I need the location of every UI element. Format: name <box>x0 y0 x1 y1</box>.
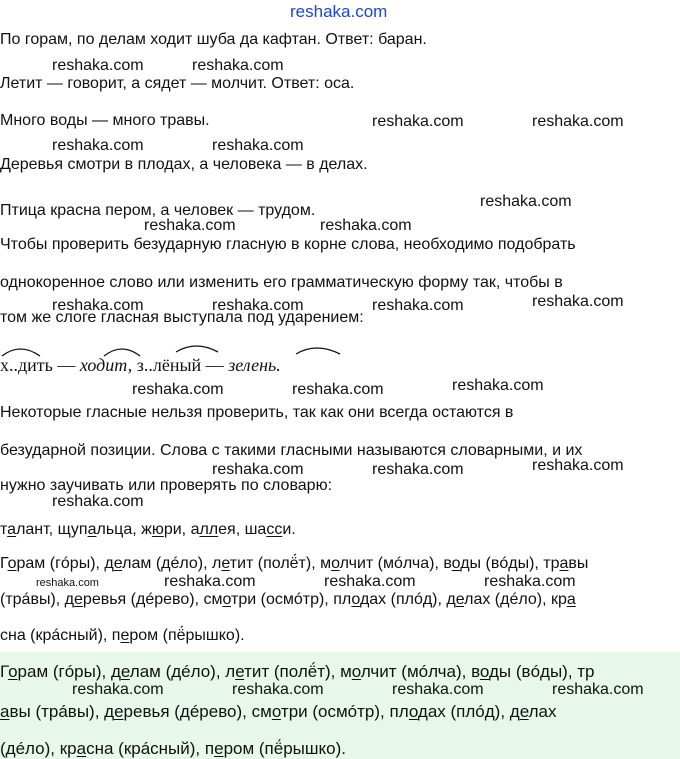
proverb-line: Много воды — много травы. <box>0 112 210 129</box>
root-arc <box>2 349 40 356</box>
text-fragment: сна (крáсный), <box>0 627 112 644</box>
rule-line: том же слоге гласная выступала под ударением: <box>0 309 364 326</box>
proverb-line: Деревья смотри в плодах, а человека — в делах. <box>0 156 368 173</box>
text-fragment: ром (пё́рышко). <box>129 627 245 644</box>
answer-line-highlight <box>0 739 346 759</box>
text-fragment: Г <box>0 662 9 681</box>
text-fragment: ж <box>141 521 152 538</box>
example-word-4b: ень. <box>251 355 281 375</box>
watermark: reshaka.com <box>532 113 624 130</box>
underlined-letter: а <box>87 521 97 538</box>
text-fragment: (трáвы), <box>0 591 65 608</box>
watermark: reshaka.com <box>144 217 236 234</box>
text-fragment: вы <box>568 555 589 572</box>
watermark: reshaka.com <box>72 681 164 698</box>
underlined-letter: е <box>114 702 124 721</box>
watermark: reshaka.com <box>164 573 256 590</box>
text-fragment: рам (гóры), <box>16 555 105 572</box>
example-word-1a: х <box>0 355 9 375</box>
underlined-letter: а <box>7 521 17 538</box>
rule-line: однокоренное слово или изменить его грамматическую форму так, чтобы в <box>0 274 563 291</box>
watermark: reshaka.com <box>52 57 144 74</box>
text-fragment: ревья (дéрево), <box>82 591 204 608</box>
watermark: reshaka.com <box>324 573 416 590</box>
watermark: reshaka.com <box>212 137 304 154</box>
underlined-letter: о <box>408 702 418 721</box>
text-fragment: лам (дéло), <box>129 662 226 681</box>
root-arc <box>296 348 340 354</box>
watermark: reshaka.com <box>392 681 484 698</box>
text-fragment: лах <box>528 702 557 721</box>
underlined-letter: о <box>451 555 461 572</box>
text-fragment: тит (полё́т), <box>229 555 321 572</box>
text-fragment: м <box>320 555 332 572</box>
watermark: reshaka.com <box>552 681 644 698</box>
underlined-letter: лл <box>199 521 219 538</box>
watermark: reshaka.com <box>372 113 464 130</box>
underlined-letter: а <box>0 702 10 721</box>
watermark: reshaka.com <box>480 193 572 210</box>
text-fragment: рам (гóры), <box>17 662 111 681</box>
example-dash: — <box>57 355 76 375</box>
answer-line-highlight <box>0 702 556 722</box>
text-fragment: тр <box>543 555 560 572</box>
watermark: reshaka.com <box>320 217 412 234</box>
watermark: reshaka.com <box>532 457 624 474</box>
text-fragment: лант, <box>16 521 58 538</box>
example-word-4a: зел <box>228 355 252 375</box>
text-fragment: л <box>225 662 236 681</box>
underlined-letter: е <box>120 662 130 681</box>
text-fragment: дах (плóд), <box>359 591 447 608</box>
text-fragment: три (осмóтр), <box>280 702 390 721</box>
text-fragment: д <box>64 591 75 608</box>
watermark: reshaka.com <box>292 381 384 398</box>
text-fragment: д <box>509 702 520 721</box>
text-fragment: л <box>212 555 222 572</box>
text-fragment: д <box>104 702 115 721</box>
proverb-line: Летит — говорит, а сядет — молчит. Ответ: оса. <box>0 75 355 92</box>
text-fragment: ды (вóды), тр <box>489 662 595 681</box>
watermark: reshaka.com <box>212 461 304 478</box>
answer-line <box>0 555 588 573</box>
rule-line: Чтобы проверить безударную гласную в корне слова, необходимо подобрать <box>0 236 576 253</box>
underlined-letter: е <box>120 627 130 644</box>
watermark: reshaka.com <box>532 293 624 310</box>
watermark: reshaka.com <box>372 461 464 478</box>
underlined-letter: а <box>559 555 569 572</box>
text-fragment: тит (полё́т), <box>244 662 341 681</box>
text-fragment: д <box>110 662 121 681</box>
text-fragment: кр <box>551 591 567 608</box>
text-fragment: ри, <box>163 521 191 538</box>
text-fragment: м <box>340 662 352 681</box>
text-fragment: кр <box>59 739 77 758</box>
example-word-1b: ..дить <box>9 355 53 375</box>
text-fragment: лах (дéло), <box>464 591 551 608</box>
root-arcs <box>0 342 380 360</box>
text-fragment: дах (плóд), <box>417 702 510 721</box>
answer-line <box>0 627 245 645</box>
watermark: reshaka.com <box>132 381 224 398</box>
underlined-letter: е <box>74 591 83 608</box>
site-header-link[interactable]: reshaka.com <box>290 2 388 21</box>
text-fragment: д <box>446 591 456 608</box>
text-fragment: в <box>471 662 480 681</box>
text-fragment: лчит (мóлча), <box>339 555 444 572</box>
text-fragment: см <box>203 591 223 608</box>
text-fragment: пл <box>389 702 409 721</box>
answer-line-highlight <box>0 662 595 682</box>
text-fragment: п <box>111 627 121 644</box>
underlined-letter: а <box>566 591 576 608</box>
text-fragment: (дéло), <box>0 739 60 758</box>
underlined-letter: о <box>479 662 490 681</box>
underlined-letter: о <box>222 591 232 608</box>
text-fragment: льца, <box>96 521 142 538</box>
underlined-letter: о <box>7 555 17 572</box>
underlined-letter: о <box>351 662 361 681</box>
root-arc <box>104 349 140 356</box>
text-fragment: ром (пё́рышко). <box>223 739 346 758</box>
underlined-letter: е <box>113 555 123 572</box>
text-fragment: лам (дéло), <box>122 555 213 572</box>
watermark: reshaka.com <box>36 577 99 589</box>
watermark: reshaka.com <box>452 377 544 394</box>
proverb-line: По горам, по делам ходит шуба да кафтан. Ответ: баран. <box>0 31 427 48</box>
dict-rule-line: нужно заучивать или проверять по словарю: <box>0 477 333 494</box>
answer-line <box>0 591 576 609</box>
underlined-letter: е <box>455 591 465 608</box>
text-fragment: щуп <box>57 521 88 538</box>
underlined-letter: о <box>8 662 18 681</box>
watermark: reshaka.com <box>192 57 284 74</box>
text-fragment: три (осмóтр), <box>231 591 334 608</box>
text-fragment: ревья (дéрево), <box>123 702 252 721</box>
root-arc <box>176 346 218 352</box>
text-fragment: и. <box>282 521 296 538</box>
underlined-letter: е <box>235 662 245 681</box>
underlined-letter: о <box>331 555 340 572</box>
watermark: reshaka.com <box>52 297 144 314</box>
watermark: reshaka.com <box>372 297 464 314</box>
proverb-line: Птица красна пером, а человек — трудом. <box>0 202 316 219</box>
text-fragment: в <box>443 555 452 572</box>
text-fragment: д <box>104 555 114 572</box>
watermark: reshaka.com <box>52 137 144 154</box>
text-fragment: а <box>190 521 200 538</box>
underlined-letter: о <box>271 702 281 721</box>
text-fragment: сна (крáсный), <box>86 739 205 758</box>
watermark: reshaka.com <box>212 297 304 314</box>
underlined-letter: е <box>214 739 224 758</box>
underlined-letter: е <box>519 702 529 721</box>
example-dash: — <box>205 355 224 375</box>
text-fragment: ея, <box>218 521 245 538</box>
example-word-2: ходит, <box>79 355 133 375</box>
text-fragment: Г <box>0 555 8 572</box>
example-word-3a: з <box>136 355 144 375</box>
watermark: reshaka.com <box>52 493 144 510</box>
dict-rule-line: безударной позиции. Слова с такими гласными называются словарными, и их <box>0 442 583 459</box>
text-fragment: т <box>0 521 8 538</box>
watermark: reshaka.com <box>484 573 576 590</box>
underlined-letter: а <box>76 739 87 758</box>
underlined-letter: ю <box>151 521 164 538</box>
watermark: reshaka.com <box>232 681 324 698</box>
underlined-letter: е <box>221 555 230 572</box>
dict-rule-line: Некоторые гласные нельзя проверить, так как они всегда остаются в <box>0 404 514 421</box>
text-fragment: ша <box>244 521 267 538</box>
text-fragment: пл <box>333 591 352 608</box>
text-fragment: п <box>204 739 215 758</box>
text-fragment: см <box>251 702 272 721</box>
underlined-letter: сс <box>266 521 283 538</box>
underlined-letter: о <box>351 591 360 608</box>
text-fragment: лчит (мóлча), <box>360 662 472 681</box>
example-word-3b: ..лёный <box>143 355 202 375</box>
text-fragment: ды (вóды), <box>460 555 544 572</box>
dictionary-words <box>0 521 296 539</box>
text-fragment: вы (трáвы), <box>9 702 105 721</box>
